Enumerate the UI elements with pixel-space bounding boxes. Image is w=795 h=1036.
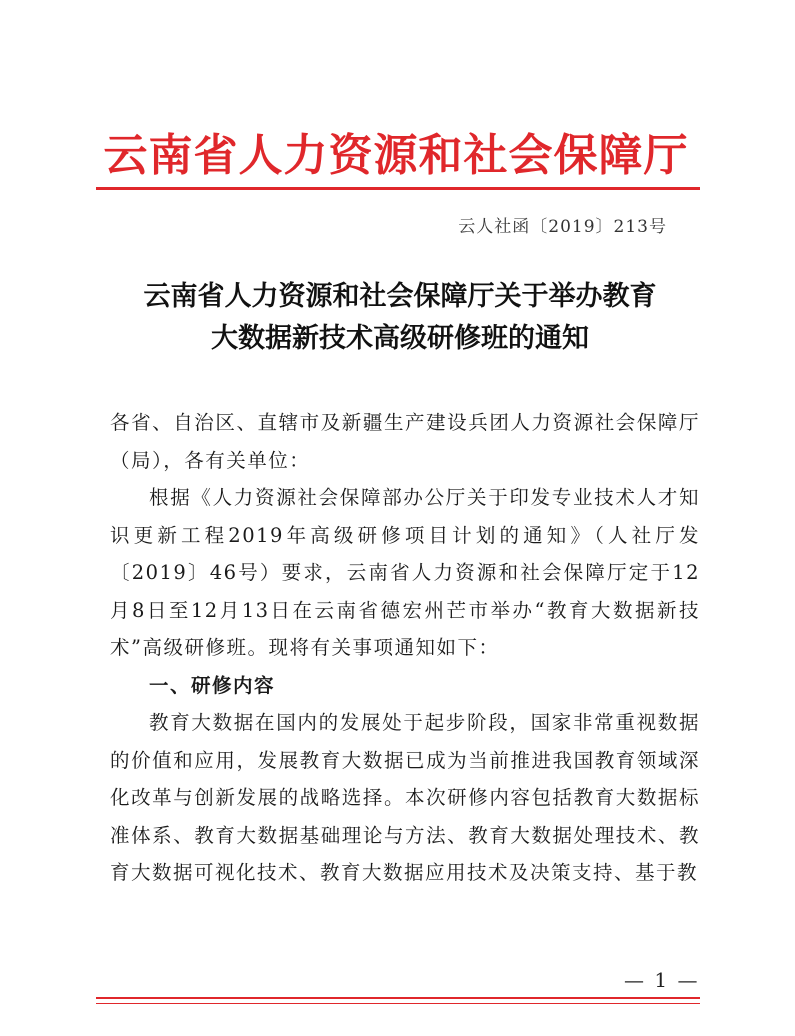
section-heading: 一、研修内容 xyxy=(149,673,276,697)
agency-letterhead: 云南省人力资源和社会保障厅 xyxy=(103,130,689,181)
title-line-2: 大数据新技术高级研修班的通知 xyxy=(211,323,589,354)
page-number: — 1 — xyxy=(624,968,700,992)
document-body xyxy=(110,404,700,892)
footer-red-rule-thin xyxy=(96,1003,700,1004)
title-line-1: 云南省人力资源和社会保障厅关于举办教育 xyxy=(143,281,657,312)
section-paragraph: 教育大数据在国内的发展处于起步阶段，国家非常重视数据的价值和应用，发展教育大数据已成为当前推进我国教育领域深化改革与创新发展的战略选择。本次研修内容包括教育大数据标准体系、教育大数据基础理论与方法、教育大数据处理技术、教育大数据可视化技术、教育大数据应用技术及决策支持、基于教 xyxy=(110,711,700,884)
footer-red-rule xyxy=(96,997,700,999)
intro-paragraph: 根据《人力资源社会保障部办公厅关于印发专业技术人才知识更新工程2019年高级研修项目计划的通知》（人社厅发〔2019〕46号）要求，云南省人力资源和社会保障厅定于12月8日至12月13日在云南省德宏州芒市举办“教育大数据新技术”高级研修班。现将有关事项通知如下： xyxy=(110,486,700,659)
document-number: 云人社函〔2019〕213号 xyxy=(458,217,667,237)
letterhead-red-rule xyxy=(96,187,700,190)
salutation: 各省、自治区、直辖市及新疆生产建设兵团人力资源社会保障厅（局），各有关单位： xyxy=(110,411,700,472)
document-title xyxy=(100,276,700,360)
